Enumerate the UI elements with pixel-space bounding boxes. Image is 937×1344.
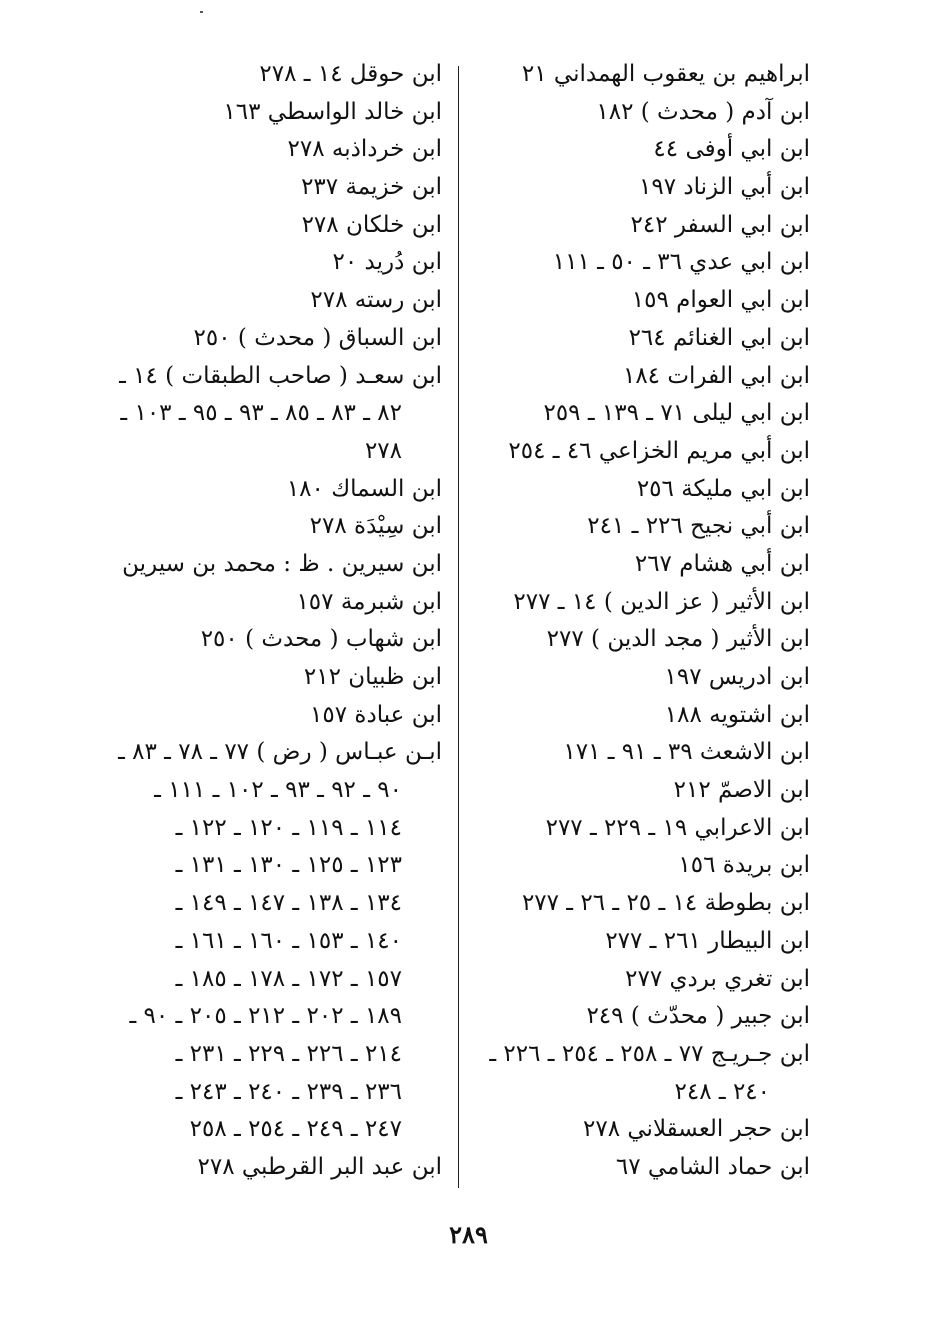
- index-entry: ابن ابي مليكة ٢٥٦: [636, 475, 810, 502]
- index-entry: ابراهيم بن يعقوب الهمداني ٢١: [521, 61, 810, 87]
- index-entry: ابن عبادة ١٥٧: [310, 701, 442, 728]
- index-entry: ابن ظبيان ٢١٢: [303, 664, 442, 690]
- scan-speck: [200, 11, 203, 13]
- index-entry: ابن خزيمة ٢٣٧: [301, 174, 442, 201]
- index-entry-continuation: ٩٠ ـ ٩٢ ـ ٩٣ ـ ١٠٢ ـ ١١١ ـ: [154, 777, 402, 804]
- index-entry: ابن سعـد ( صاحب الطبقات ) ١٤ ـ: [119, 362, 442, 389]
- index-entry: ابن جـريـج ٧٧ ـ ٢٥٨ ـ ٢٥٤ ـ ٢٢٦ ـ: [489, 1040, 810, 1067]
- index-entry: ابن ابي عدي ٣٦ ـ ٥٠ ـ ١١١: [552, 249, 810, 276]
- index-entry: ابن سِيْدَة ٢٧٨: [309, 513, 442, 540]
- index-entry: ابن حوقل ١٤ ـ ٢٧٨: [259, 61, 442, 87]
- index-entry-continuation: ١١٤ ـ ١١٩ ـ ١٢٠ ـ ١٢٢ ـ: [175, 814, 402, 841]
- index-entry: ابن حجر العسقلاني ٢٧٨: [583, 1116, 810, 1143]
- index-entry: ابن بريدة ١٥٦: [678, 852, 810, 879]
- index-entry: ابن دُريد ٢٠: [332, 249, 442, 276]
- index-entry: ابن السباق ( محدث ) ٢٥٠: [193, 324, 442, 351]
- index-entry: ابن خرداذبه ٢٧٨: [287, 136, 442, 163]
- index-entry: ابن الأثير ( مجد الدين ) ٢٧٧: [546, 626, 810, 653]
- index-entry: ابن شبرمة ١٥٧: [296, 588, 442, 615]
- index-entry: ابن البيطار ٢٦١ ـ ٢٧٧: [605, 927, 810, 954]
- index-entry: ابن شهاب ( محدث ) ٢٥٠: [200, 626, 442, 653]
- index-entry: ابن عبد البر القرطبي ٢٧٨: [197, 1153, 442, 1180]
- index-entry: ابن ابي الفرات ١٨٤: [622, 362, 810, 389]
- index-entry: ابن أبي هشام ٢٦٧: [634, 550, 810, 577]
- column-divider: [458, 66, 459, 1188]
- index-entry-continuation: ٢٤٧ ـ ٢٤٩ ـ ٢٥٤ ـ ٢٥٨: [189, 1116, 402, 1143]
- index-entry: ابن أبي مريم الخزاعي ٤٦ ـ ٢٥٤: [508, 437, 810, 464]
- index-entry: ابن ابي أوفى ٤٤: [653, 136, 810, 163]
- index-column-right: [470, 56, 810, 1187]
- index-entry: ابن أبي الزناد ١٩٧: [639, 174, 810, 201]
- index-entry: ابن حماد الشامي ٦٧: [615, 1153, 810, 1180]
- index-entry: ابن الاشعث ٣٩ ـ ٩١ ـ ١٧١: [563, 739, 810, 766]
- index-entry: ابن ابي العوام ١٥٩: [631, 287, 810, 314]
- index-column-left: [92, 56, 442, 1187]
- index-entry: ابن آدم ( محدث ) ١٨٢: [596, 98, 810, 125]
- page-number: ٢٨٩: [449, 1220, 488, 1249]
- index-entry-continuation: ٢٤٠ ـ ٢٤٨: [674, 1078, 770, 1105]
- index-entry-continuation: ١٣٤ ـ ١٣٨ ـ ١٤٧ ـ ١٤٩ ـ: [175, 890, 402, 917]
- index-entry: ابن الاعرابي ١٩ ـ ٢٢٩ ـ ٢٧٧: [545, 814, 810, 841]
- index-entry: ابن ادريس ١٩٧: [664, 664, 810, 690]
- index-entry: ابن ابي السفر ٢٤٢: [630, 211, 810, 238]
- index-entry-continuation: ١٨٩ ـ ٢٠٢ ـ ٢١٢ ـ ٢٠٥ ـ ٩٠ ـ: [129, 1003, 402, 1030]
- index-entry: ابن بطوطة ١٤ ـ ٢٥ ـ ٢٦ ـ ٢٧٧: [521, 890, 810, 917]
- index-entry-continuation: ١٤٠ ـ ١٥٣ ـ ١٦٠ ـ ١٦١ ـ: [175, 927, 402, 954]
- index-entry-continuation: ١٥٧ ـ ١٧٢ ـ ١٧٨ ـ ١٨٥ ـ: [175, 965, 402, 992]
- index-entry: ابن الاصمّ ٢١٢: [673, 777, 810, 804]
- index-entry-continuation: ٢٣٦ ـ ٢٣٩ ـ ٢٤٠ ـ ٢٤٣ ـ: [175, 1078, 402, 1105]
- index-entry-continuation: ١٢٣ ـ ١٢٥ ـ ١٣٠ ـ ١٣١ ـ: [175, 852, 402, 879]
- index-entry: ابن ابي ليلى ٧١ ـ ١٣٩ ـ ٢٥٩: [543, 400, 810, 427]
- index-entry: ابن خلكان ٢٧٨: [301, 211, 442, 238]
- index-entry: ابـن عبـاس ( رض ) ٧٧ ـ ٧٨ ـ ٨٣ ـ: [118, 739, 442, 766]
- index-entry-continuation: ٢٧٨: [364, 437, 402, 464]
- index-entry-continuation: ٢١٤ ـ ٢٢٦ ـ ٢٢٩ ـ ٢٣١ ـ: [175, 1040, 402, 1067]
- index-entry: ابن أبي نجيح ٢٢٦ ـ ٢٤١: [587, 513, 810, 540]
- index-entry-continuation: ٨٢ ـ ٨٣ ـ ٨٥ ـ ٩٣ ـ ٩٥ ـ ١٠٣ ـ: [120, 400, 402, 427]
- index-entry: ابن خالد الواسطي ١٦٣: [223, 98, 442, 125]
- index-entry: ابن تغري بردي ٢٧٧: [625, 965, 810, 992]
- index-entry: ابن رسته ٢٧٨: [310, 287, 442, 314]
- index-entry: ابن ابي الغنائم ٢٦٤: [628, 324, 810, 351]
- index-entry: ابن اشتويه ١٨٨: [664, 701, 810, 728]
- index-entry: ابن السماك ١٨٠: [286, 475, 442, 502]
- index-entry: ابن جبير ( محدّث ) ٢٤٩: [586, 1003, 810, 1030]
- index-entry: ابن سيرين . ظ : محمد بن سيرين: [122, 550, 442, 577]
- index-entry: ابن الأثير ( عز الدين ) ١٤ ـ ٢٧٧: [513, 588, 810, 615]
